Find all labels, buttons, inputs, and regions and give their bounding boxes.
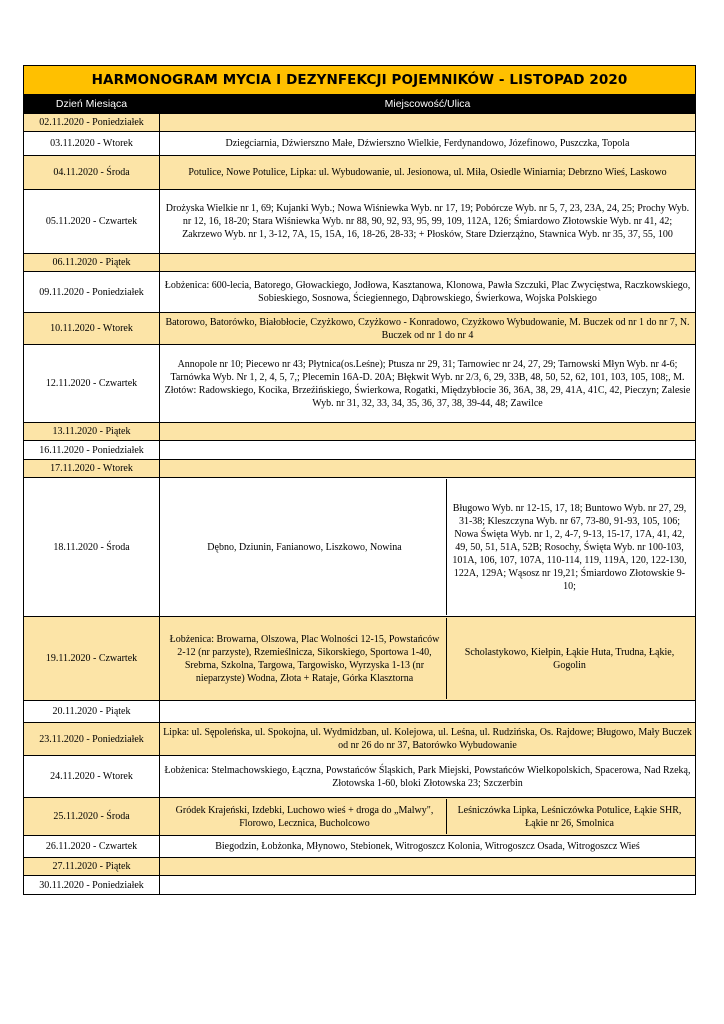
location-cell [160,460,696,478]
date-cell: 17.11.2020 - Wtorek [24,460,160,478]
table-row [24,617,696,701]
location-cell: Dziegciarnia, Dźwierszno Małe, Dźwierszno Wielkie, Ferdynandowo, Józefinowo, Puszczka, Topola [160,132,696,156]
date-column-header: Dzień Miesiąca [24,95,160,114]
table-row [24,836,696,858]
table-row [24,858,696,876]
location-cell: Drożyska Wielkie nr 1, 69; Kujanki Wyb.; Nowa Wiśniewka Wyb. nr 17, 19; Pobórcze Wyb. nr 5, 7, 23, 23A, 24, 25; Prochy Wyb. nr 12, 16, 18-20; Stara Wiśniewka Wyb. nr 88, 90, 92, 93, 95, 99, 109, 112A, 126; Śmiardowo Złotowskie Wyb. nr 41, 42; Zakrzewo Wyb. nr 1, 3-12, 7A, 15, 15A, 16, 18-26, 28-33; + Płosków, Stare Dzierzążno, Stawnica Wyb. nr 35, 37, 55, 100 [160,190,696,254]
location-cell: Łobżenica: Browarna, Olszowa, Plac Wolności 12-15, Powstańców 2-12 (nr parzyste), Rzemieślnicza, Sikorskiego, Sportowa 1-40, Srebrna, Szkolna, Targowa, Targowisko, Wyrzyska 1-13 (nr nieparzyste) Wodna, Złota + Rataje, Górka Klasztorna [163,618,447,699]
table-row [24,478,696,617]
table-row [24,756,696,798]
table-row [24,345,696,423]
table-row [24,254,696,272]
table-row [24,723,696,756]
table-row [24,272,696,313]
location-cell: Biegodzin, Łobżonka, Młynowo, Stebionek, Witrogoszcz Kolonia, Witrogoszcz Osada, Witrogoszcz Wieś [160,836,696,858]
date-cell: 16.11.2020 - Poniedziałek [24,441,160,460]
date-cell: 27.11.2020 - Piątek [24,858,160,876]
schedule-table [23,65,696,895]
date-cell: 05.11.2020 - Czwartek [24,190,160,254]
location-cell [160,441,696,460]
location-cell: Batorowo, Batorówko, Białobłocie, Czyżkowo, Czyżkowo - Konradowo, Czyżkowo Wybudowanie, M. Buczek od nr 1 do nr 7, N. Buczek od nr 1 do nr 4 [160,313,696,345]
location-cell [160,114,696,132]
location-cell: Annopole nr 10; Piecewo nr 43; Płytnica(os.Leśne); Ptusza nr 29, 31; Tarnowiec nr 24, 27, 29; Tarnowski Młyn Wyb. nr 4-6; Tarnówka Wyb. Nr 1, 2, 4, 5, 7,; Plecemin 16A-D. 20A; Błękwit Wyb. nr 2/3, 6, 29, 33B, 48, 50, 52, 62, 101, 103, 105, 108;, M. Złotów: Radowskiego, Kocika, Brzeźińskiego, Świerkowa, Rogatki, Międzybłocie 36, 36A, 38, 29, 41A, 41C, 42, Pieczyn; Zalesie Wyb. nr 31, 32, 33, 34, 35, 36, 37, 38, 39-44, 48; Zawilce [160,345,696,423]
header-row [24,95,696,114]
location-cell: Łobżenica: 600-lecia, Batorego, Głowackiego, Jodłowa, Kasztanowa, Klonowa, Pawła Szczuki, Plac Zwycięstwa, Raczkowskiego, Sobieskiego, Sosnowa, Ściegiennego, Dąbrowskiego, Świerkowa, Wojska Polskiego [160,272,696,313]
date-cell: 12.11.2020 - Czwartek [24,345,160,423]
table-row [24,701,696,723]
table-row [24,114,696,132]
location-cell: Leśniczówka Lipka, Leśniczówka Potulice, Łąkie SHR, Łąkie nr 26, Smolnica [457,804,682,829]
location-cell [160,701,696,723]
location-cell: Gródek Krajeński, Izdebki, Luchowo wieś + droga do „Malwy", Florowo, Lecznica, Bucholcowo [163,799,447,834]
location-split-cell [160,478,696,617]
table-row [24,190,696,254]
location-cell: Scholastykowo, Kiełpin, Łąkie Huta, Trudna, Łąkie, Gogolin [464,646,675,671]
date-cell: 03.11.2020 - Wtorek [24,132,160,156]
location-cell [160,858,696,876]
date-cell: 30.11.2020 - Poniedziałek [24,876,160,895]
date-cell: 06.11.2020 - Piątek [24,254,160,272]
place-column-header: Miejscowość/Ulica [160,95,696,114]
date-cell: 24.11.2020 - Wtorek [24,756,160,798]
location-cell: Lipka: ul. Sępoleńska, ul. Spokojna, ul. Wydmidzban, ul. Kolejowa, ul. Leśna, ul. Rudzińska, Os. Rajdowe; Bługowo, Mały Buczek od nr 26 do nr 37, Batorówko Wybudowanie [160,723,696,756]
date-cell: 20.11.2020 - Piątek [24,701,160,723]
table-row [24,441,696,460]
table-row [24,132,696,156]
location-cell [160,254,696,272]
date-cell: 19.11.2020 - Czwartek [24,617,160,701]
table-row [24,798,696,836]
date-cell: 25.11.2020 - Środa [24,798,160,836]
title-row [24,66,696,95]
table-row [24,876,696,895]
location-cell [160,876,696,895]
table-row [24,460,696,478]
date-cell: 09.11.2020 - Poniedziałek [24,272,160,313]
location-cell [160,423,696,441]
table-row [24,313,696,345]
date-cell: 13.11.2020 - Piątek [24,423,160,441]
location-cell: Dębno, Dziunin, Fanianowo, Liszkowo, Nowina [163,479,447,615]
date-cell: 04.11.2020 - Środa [24,156,160,190]
location-cell: Potulice, Nowe Potulice, Lipka: ul. Wybudowanie, ul. Jesionowa, ul. Miła, Osiedle Winiarnia; Debrzno Wieś, Laskowo [160,156,696,190]
date-cell: 10.11.2020 - Wtorek [24,313,160,345]
location-cell: Łobżenica: Stelmachowskiego, Łączna, Powstańców Śląskich, Park Miejski, Powstańców Wielkopolskich, Spacerowa, Nad Rzeką, Złotowska 1-60, bloki Złotowska 23; Szczerbin [160,756,696,798]
table-row [24,423,696,441]
location-split-cell [160,798,696,836]
date-cell: 23.11.2020 - Poniedziałek [24,723,160,756]
document-title: HARMONOGRAM MYCIA I DEZYNFEKCJI POJEMNIKÓW - LISTOPAD 2020 [24,66,696,95]
date-cell: 18.11.2020 - Środa [24,478,160,617]
location-split-cell [160,617,696,701]
location-cell: Bługowo Wyb. nr 12-15, 17, 18; Buntowo Wyb. nr 27, 29, 31-38; Kleszczyna Wyb. nr 67, 73-80, 91-93, 105, 106; Nowa Święta Wyb. nr 1, 2, 4-7, 9-13, 15-17, 17A, 41, 42, 49, 50, 51, 51A, 52B; Rosochy, Święta Wyb. nr 100-103, 101A, 106, 107, 107A, 110-114, 119, 119A, 120, 122-130, 122A, 129A; Wąsosz nr 19,21; Śmiardowo Złotowskie 9-10; [452,502,687,592]
date-cell: 02.11.2020 - Poniedziałek [24,114,160,132]
date-cell: 26.11.2020 - Czwartek [24,836,160,858]
table-row [24,156,696,190]
